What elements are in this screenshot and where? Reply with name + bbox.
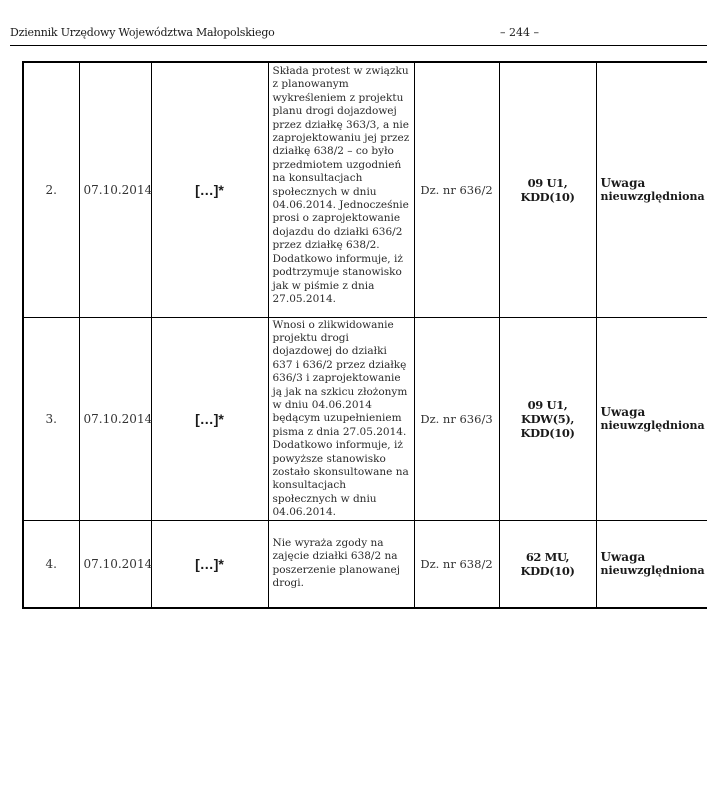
- resolution-status: [596, 520, 707, 608]
- applicant-name: […]*: [151, 520, 268, 608]
- applicant-name: […]*: [151, 62, 268, 317]
- resolution-status: [596, 317, 707, 520]
- submission-date: 07.10.2014: [79, 317, 151, 520]
- plot-number: Dz. nr 636/2: [414, 62, 499, 317]
- plan-designation: 09 U1, KDW(5), KDD(10): [499, 317, 596, 520]
- plan-designation: 09 U1, KDD(10): [499, 62, 596, 317]
- remarks-table: [22, 61, 707, 609]
- table-row: [23, 317, 707, 520]
- journal-title: Dziennik Urzędowy Województwa Małopolskiego: [10, 26, 275, 39]
- status-label: Uwaga: [600, 549, 646, 564]
- status-value: nieuwzględniona: [600, 189, 705, 203]
- applicant-name: […]*: [151, 317, 268, 520]
- table-row: [23, 62, 707, 317]
- status-value: nieuwzględniona: [600, 418, 705, 432]
- row-number: 4.: [23, 520, 79, 608]
- plan-designation: 62 MU, KDD(10): [499, 520, 596, 608]
- table-row: [23, 520, 707, 608]
- submission-date: 07.10.2014: [79, 520, 151, 608]
- submission-date: 07.10.2014: [79, 62, 151, 317]
- remark-content: Wnosi o zlikwidowanie projektu drogi dojazdowej do działki 637 i 636/2 przez działkę 636/3 i zaprojektowanie ją jak na szkicu złożonym w dniu 04.06.2014 będącym uzupełnieniem pisma z dnia 27.05.2014. Dodatkowo informuje, iż powyższe stanowisko zostało skonsultowane na konsultacjach społecznych w dniu 04.06.2014.: [268, 317, 414, 520]
- plot-number: Dz. nr 638/2: [414, 520, 499, 608]
- row-number: 3.: [23, 317, 79, 520]
- status-value: nieuwzględniona: [600, 563, 705, 577]
- plot-number: Dz. nr 636/3: [414, 317, 499, 520]
- page-number: – 244 –: [500, 26, 539, 39]
- remark-content: Składa protest w związku z planowanym wykreśleniem z projektu planu drogi dojazdowej przez działkę 363/3, a nie zaprojektowaniu jej przez działkę 638/2 – co było przedmiotem uzgodnień na konsultacjach społecznych w dniu 04.06.2014. Jednocześnie prosi o zaprojektowanie dojazdu do działki 636/2 przez działkę 638/2. Dodatkowo informuje, iż podtrzymuje stanowisko jak w piśmie z dnia 27.05.2014.: [268, 62, 414, 317]
- row-number: 2.: [23, 62, 79, 317]
- page-header: [10, 26, 707, 46]
- resolution-status: [596, 62, 707, 317]
- status-label: Uwaga: [600, 175, 646, 190]
- status-label: Uwaga: [600, 404, 646, 419]
- remark-content: Nie wyraża zgody na zajęcie działki 638/2 na poszerzenie planowanej drogi.: [268, 520, 414, 608]
